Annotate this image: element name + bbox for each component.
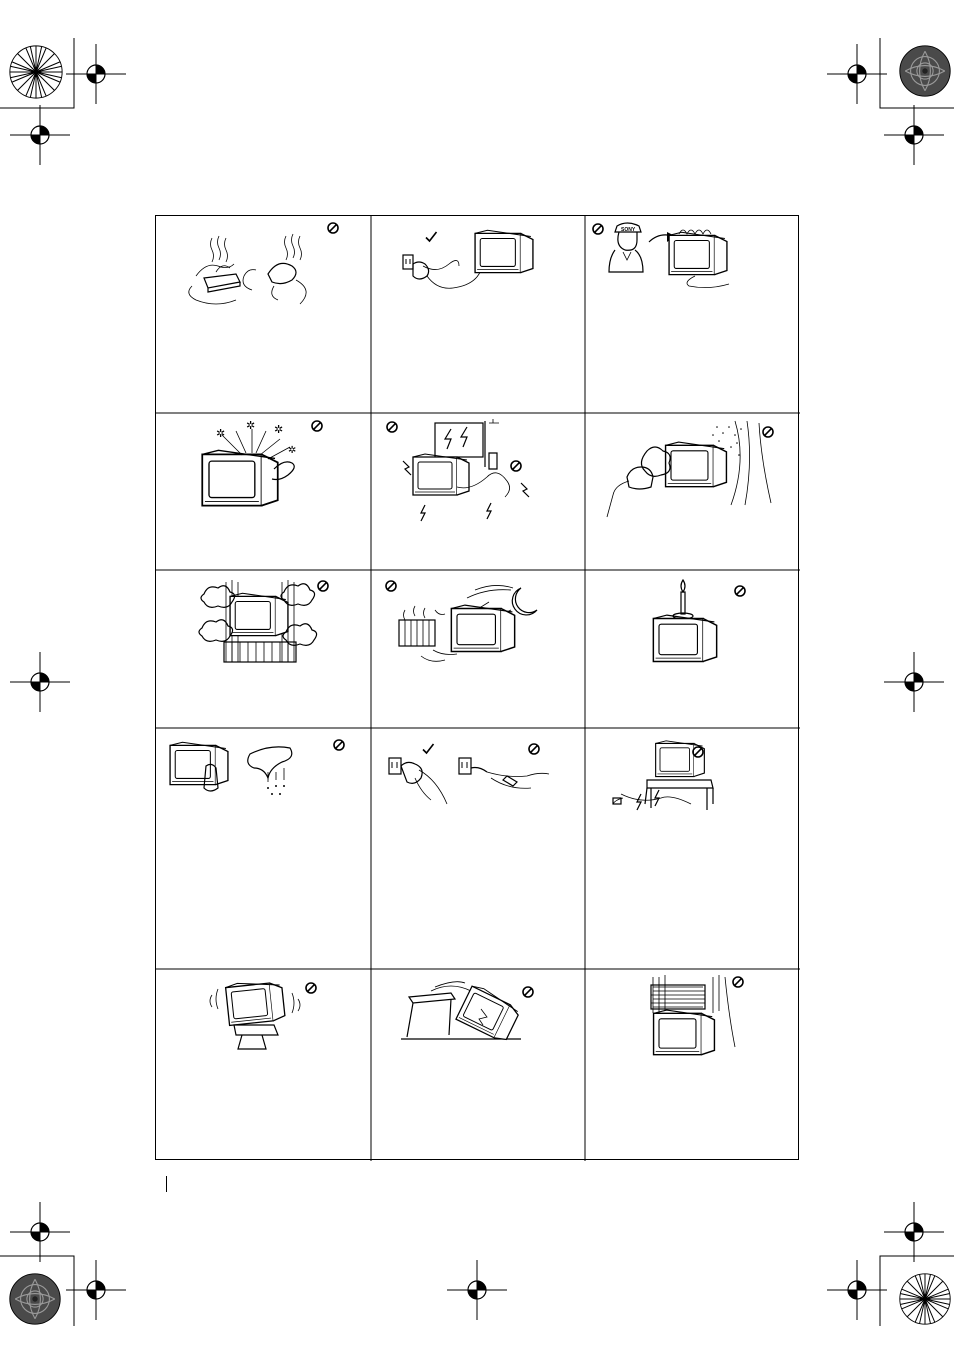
prohibited-icon	[529, 744, 539, 754]
registration-star-top-left-icon	[8, 44, 64, 100]
registration-target-bottom-center-icon	[447, 1260, 507, 1320]
heat-sunlight-illustration	[371, 570, 585, 728]
registration-target-bottom-right-side-icon	[884, 1202, 944, 1262]
registration-target-top-icon	[66, 44, 126, 104]
registration-target-top-right-side-icon	[884, 105, 944, 165]
prohibited-icon	[733, 977, 743, 987]
steam-moisture-illustration	[585, 413, 800, 570]
falling-stand-illustration	[371, 969, 585, 1161]
service-technician-illustration	[585, 216, 800, 413]
svg-text:✲: ✲	[216, 427, 226, 440]
prohibited-icon	[735, 586, 745, 596]
prohibited-icon	[523, 987, 533, 997]
pull-plug-correctly-illustration	[371, 728, 585, 969]
prohibited-icon	[312, 421, 322, 431]
svg-text:✲: ✲	[288, 445, 297, 456]
unstable-base-illustration	[156, 969, 371, 1161]
blocked-ventilation-illustration	[156, 570, 371, 728]
objects-into-openings-illustration	[156, 413, 371, 570]
candle-on-tv-illustration	[585, 570, 800, 728]
prohibited-icon	[328, 223, 338, 233]
prohibited-icon	[386, 581, 396, 591]
prohibited-icon	[334, 740, 344, 750]
wet-cloth-cleaning-illustration	[156, 728, 371, 969]
damaged-cord-under-stand-illustration	[585, 728, 800, 969]
registration-target-top-right-icon	[827, 44, 887, 104]
prohibited-icon	[593, 224, 603, 234]
objects-on-top-illustration	[585, 969, 800, 1161]
page-margin-tick	[166, 1176, 167, 1192]
registration-target-bottom-left-icon	[66, 1260, 126, 1320]
safety-illustration-grid	[155, 215, 799, 1160]
svg-text:✲: ✲	[274, 423, 284, 436]
registration-target-mid-right-icon	[884, 652, 944, 712]
registration-star-bottom-right-icon	[898, 1272, 952, 1326]
prohibited-icon	[763, 427, 773, 437]
svg-text:✲: ✲	[246, 419, 256, 432]
checkmark-icon	[426, 232, 437, 241]
lightning-storm-illustration	[371, 413, 585, 570]
registration-target-bottom-right-icon	[827, 1260, 887, 1320]
prohibited-icon	[511, 461, 521, 471]
prohibited-icon	[318, 581, 328, 591]
brand-cap-label: SONY	[621, 227, 636, 233]
registration-dark-top-right-icon	[898, 44, 952, 98]
registration-target-bottom-left-side-icon	[10, 1202, 70, 1262]
checkmark-icon	[423, 744, 434, 753]
registration-target-mid-left-icon	[10, 652, 70, 712]
registration-target-top-left-side-icon	[10, 105, 70, 165]
plug-into-wall-illustration	[371, 216, 585, 413]
prohibited-icon	[387, 422, 397, 432]
overloaded-outlet-illustration	[156, 216, 371, 413]
registration-dark-bottom-left-icon	[8, 1272, 62, 1326]
prohibited-icon	[306, 983, 316, 993]
